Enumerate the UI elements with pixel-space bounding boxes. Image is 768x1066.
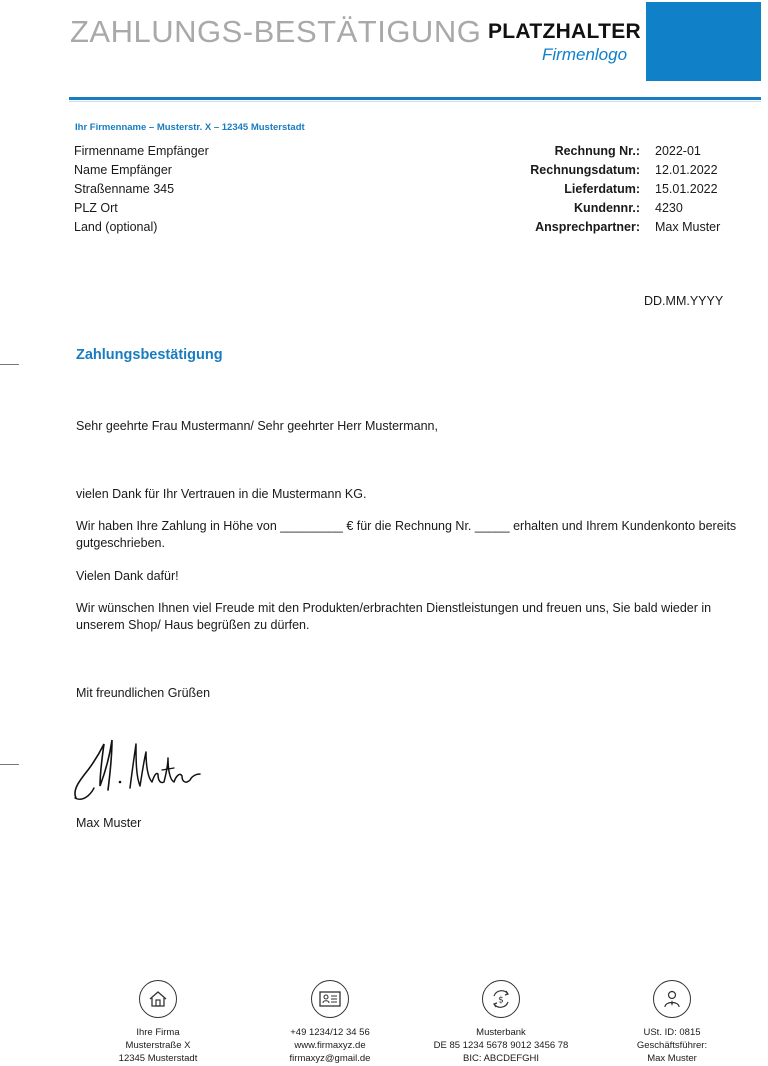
footer-text: BIC: ABCDEFGHI bbox=[462, 1053, 539, 1064]
footer-text: USt. ID: 0815 bbox=[643, 1027, 701, 1038]
salutation: Sehr geehrte Frau Mustermann/ Sehr geehrter Herr Mustermann, bbox=[76, 419, 438, 433]
body-paragraph: vielen Dank für Ihr Vertrauen in die Mustermann KG. bbox=[76, 487, 367, 501]
footer-company bbox=[83, 980, 233, 1065]
meta-value-customer-number: 4230 bbox=[655, 201, 683, 215]
footer-text: DE 85 1234 5678 9012 3456 78 bbox=[433, 1040, 569, 1051]
fold-mark-lower bbox=[0, 764, 19, 765]
sender-return-address: Ihr Firmenname – Musterstr. X – 12345 Musterstadt bbox=[75, 122, 305, 133]
document-title: ZAHLUNGS-BESTÄTIGUNG bbox=[70, 14, 482, 49]
recipient-line: Straßenname 345 bbox=[74, 182, 175, 196]
closing: Mit freundlichen Grüßen bbox=[76, 686, 211, 700]
body-paragraph: Wir wünschen Ihnen viel Freude mit den Produkten/erbrachten Dienstleistungen und freuen uns, Sie bald wieder in unserem Shop/ Haus begrüßen zu dürfen. bbox=[76, 601, 712, 632]
logo-text: PLATZHALTER bbox=[488, 20, 641, 43]
header-rule bbox=[69, 97, 761, 100]
meta-value-invoice-number: 2022-01 bbox=[655, 144, 701, 158]
house-icon bbox=[139, 980, 177, 1018]
contact-card-icon bbox=[311, 980, 349, 1018]
person-icon bbox=[653, 980, 691, 1018]
recipient-line: Firmenname Empfänger bbox=[74, 144, 209, 158]
footer-text: 12345 Musterstadt bbox=[118, 1053, 198, 1064]
meta-value-contact-person: Max Muster bbox=[655, 220, 721, 234]
footer-text: firmaxyz@gmail.de bbox=[289, 1053, 371, 1064]
footer-text: www.firmaxyz.de bbox=[294, 1040, 366, 1051]
fold-mark-upper bbox=[0, 364, 19, 365]
footer-text: +49 1234/12 34 56 bbox=[290, 1027, 370, 1038]
body-paragraph: Vielen Dank dafür! bbox=[76, 569, 179, 583]
subject-line: Zahlungsbestätigung bbox=[76, 347, 223, 363]
footer-text: Max Muster bbox=[647, 1053, 697, 1064]
meta-label-invoice-date: Rechnungsdatum: bbox=[530, 163, 640, 177]
recipient-line: Name Empfänger bbox=[74, 163, 172, 177]
recipient-line: PLZ Ort bbox=[74, 201, 118, 215]
money-exchange-icon bbox=[482, 980, 520, 1018]
letter-date: DD.MM.YYYY bbox=[644, 294, 724, 308]
footer-tax bbox=[597, 980, 747, 1065]
meta-label-invoice-number: Rechnung Nr.: bbox=[554, 144, 640, 158]
meta-label-customer-number: Kundennr.: bbox=[574, 201, 640, 215]
svg-text:$: $ bbox=[498, 995, 504, 1006]
footer-text: Ihre Firma bbox=[136, 1027, 180, 1038]
footer-text: Musterstraße X bbox=[125, 1040, 191, 1051]
recipient-line: Land (optional) bbox=[74, 220, 158, 234]
meta-value-delivery-date: 15.01.2022 bbox=[655, 182, 718, 196]
logo-color-block bbox=[646, 2, 761, 81]
body-paragraph: Wir haben Ihre Zahlung in Höhe von _________ € für die Rechnung Nr. _____ erhalten und Ihrem Kundenkonto bereits gutgeschrieben. bbox=[76, 519, 737, 550]
footer-text: Geschäftsführer: bbox=[636, 1040, 708, 1051]
meta-value-invoice-date: 12.01.2022 bbox=[655, 163, 718, 177]
logo-subtext: Firmenlogo bbox=[542, 45, 628, 64]
meta-label-delivery-date: Lieferdatum: bbox=[564, 182, 640, 196]
handwritten-signature bbox=[70, 730, 210, 805]
header-rule-shadow bbox=[69, 101, 761, 102]
footer-bank bbox=[426, 980, 576, 1065]
signer-name: Max Muster bbox=[76, 816, 142, 830]
footer-text: Musterbank bbox=[476, 1027, 526, 1038]
meta-label-contact-person: Ansprechpartner: bbox=[535, 220, 640, 234]
footer-contact bbox=[255, 980, 405, 1065]
